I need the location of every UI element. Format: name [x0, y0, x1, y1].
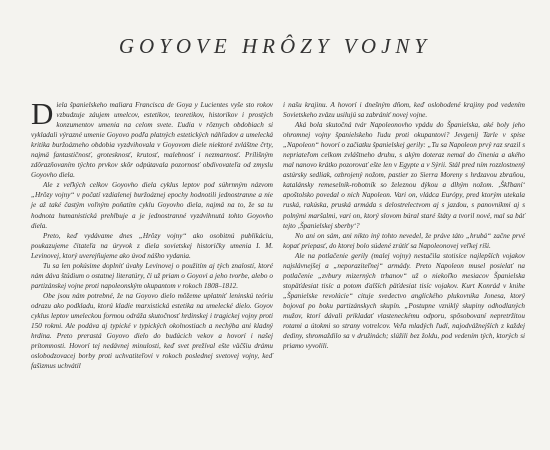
paragraph-4: Tu sa len pokúsime doplniť úvahy Levinovej o použitím aj tých znalostí, ktoré nám dáva štúdium o ostatnej literatúry, či už priam o Goyovi a jeho tvorbe, alebo o partizánskej vojne proti napoleonským okupantom v rokoch 1808–1812.	[31, 261, 273, 290]
page-title: GOYOVE HRÔZY VOJNY	[118, 34, 432, 58]
paragraph-8: No ani on sám, ani nikto iný tohto nevedel, že práve táto „hrubá“ začne prvé kopať priepasť, do ktorej bolo súdené zrútiť sa Napoleonovej veľkej ríši.	[283, 231, 525, 250]
paragraph-2: Ale z veľkých celkov Goyovho diela cyklus leptov pod súhrnným názvom „Hrôzy vojny“ v počatí vzdialenej buržoáznej epochy hodnotili jednostranne a nie je až také častým voľným poňatím cyklu Goyovho diela, najmä na to, že sa tu hodnota humanistická prehlbuje a je jednostranné vyzdvihnutá tohto Goyovho diela.	[31, 181, 273, 230]
left-column	[31, 96, 273, 371]
paragraph-3: Preto, keď vydávame dnes „Hrôzy vojny“ ako osobitnú publikáciu, poukazujeme čitateľa na úryvok z diela sovietskej historičky umenia I. M. Levinovej, ktorý uverejňujeme ako úvod nášho vydania.	[31, 231, 273, 260]
paragraph-5: Obe jsou nám potrebné, že na Goyovo dielo môžeme uplatniť leninskú teóriu odrazu ako podkladu, ktorú kladie marxistická estetika na umelecké dielo. Goyov cyklus leptov umeleckou formou odráža skutočnosť hrdinskej i tragickej vojny proti 150 rokmi. Ale podáva aj typické v typických okolnostiach a nechýba ani kladný hrdina. Preto prerastá Goyovo dielo do budúcich vekov a hovorí i našej prítomnosti. Hovorí tej nedávnej minulosti, keď svet prežíval ešte väčšiu drámu oslobodzovacej borby proti uchvatiteľovi v rokoch poslednej svetovej vojny, keď fašizmus uchvátil	[31, 291, 273, 371]
drop-cap: D	[31, 96, 54, 131]
paragraph-9: Ale na potlačenie gerily (malej vojny) nestačila stotisíce najlepších vojakov najslávnejšej a „neporaziteľnej“ armády. Preto Napoleon musel posielať na potlačenie „zvbury mizerných trhanov“ už o niekoľko mesiacov Španielska stopäťdesiat tisíc a potom ďalších päťdesiat tisíc vojakov. Kurt Konrád v knihe „Španielske revolúcie“ cituje svedectvo anglického plukovníka Jonesa, ktorý bojoval po boku partizánskych skupín. „Postupne vzniklý skupiny odhodlaných mužov, ktorí dávali prikladať vlasteneckému odporu, spôsobovaní nepretržitou rotami a útokmi so strany votrelcov. Veľa mladých ľudí, najodvážnejších z každej dediny, shromaždilo sa v družinách; slúžili bez žoldu, pod vedením tých, ktorých si priamo vyvolili.	[283, 251, 525, 351]
right-column	[283, 100, 525, 351]
paragraph-1-text: iela španielskeho maliara Francisca de Goya y Lucientes vyše sto rokov vzbudzuje záujem umelcov, estetikov, teoretikov, historikov i prostých konzumentov umenia na celom svete. Ľudia v rôznych obdobiach si vykladali výrazné umenie Goyovo podľa platných estetických náhľadov a umelecká kritika buržoázneho obdobia vyzdvihovala v Goyovom diele niektoré zvláštne črty, najmä fantastičnosť, grotesknosť, krutosť, malebnosť i nezmarnosť. Prílišným zdôrazňovaním týchto prvkov skôr odpútavala pozornosť obdivovateľa od zmyslu Goyovho diela.	[31, 101, 273, 180]
paragraph-1	[31, 96, 273, 180]
paragraph-7: Aká bola skutočná tvár Napoleonovho vpádu do Španielska, aké boly jeho ohromnej vojny španielskeho ľudu proti okupantovi? Jevgenij Tarle v spise „Napoleon“ hovorí o začiatku španielskej gerily: „Tu sa Napoleon prvý raz srazil s nepriateľom celkom zvláštneho druhu, s akým doteraz nemal do činenia a akého mal nanovo krátko pozorovať ešte len v Egypte a v Sýrii. Stál pred ním rozzlostnený astúrsky sedliak, ozbrojený nožom, pastier zo Sierra Moreny s hrdzavou zbraňou, katalánsky remeselník-robotník so železnou dýkou a dlhým nožom. ‚Škľbaní‘ apoštolsko povedal o nich Napoleon. Vari on, vládca Európy, pred ktorým utekala ruská, rakúska, pruská armáda s delostrelectvom aj s jazdou, s panovníkmi aj s polnými maršalmi, vari on, ktorý slovom búral staré štáty a tvoril nové, mal sa báť tejto ‚Španielskej sberby‘?	[283, 121, 525, 230]
paragraph-6: i našu krajinu. A hovorí i dnešným dňom, keď oslobodené krajiny pod vedením Sovietskeho zväzu usilujú sa zabrániť novej vojne.	[283, 101, 525, 120]
